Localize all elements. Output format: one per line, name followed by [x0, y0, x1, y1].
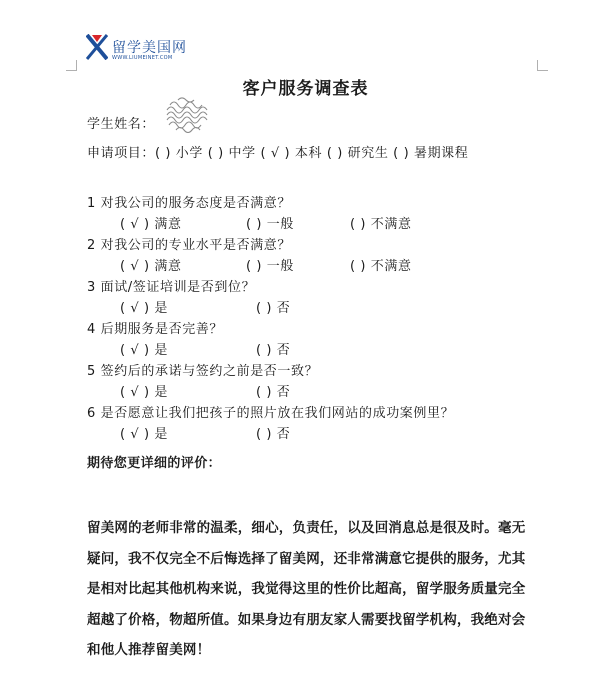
q5-option-yes: ( √ ) 是	[120, 385, 169, 400]
redacted-name-scribble	[164, 95, 214, 133]
page-corner-mark-left	[66, 60, 77, 71]
q1-option-unsatisfied: ( ) 不满意	[350, 217, 412, 232]
q6-option-yes: ( √ ) 是	[120, 427, 169, 442]
evaluation-heading: 期待您更详细的评价：	[87, 456, 222, 471]
logo-url: WWW.LIUMEINET.COM	[112, 55, 173, 61]
apply-program-line: 申请项目：( ) 小学 ( ) 中学 ( √ ) 本科 ( ) 研究生 ( ) 暑期课程	[87, 146, 469, 161]
evaluation-text: 留美网的老师非常的温柔，细心，负责任，以及回消息总是很及时。毫无疑问，我不仅完全不后悔选择了留美网，还非常满意它提供的服务，尤其是相对比起其他机构来说，我觉得这里的性价比超高，留学服务质量完全超越了价格，物超所值。如果身边有朋友家人需要找留学机构，我绝对会和他人推荐留美网！	[87, 520, 526, 658]
question-5: 5 签约后的承诺与签约之前是否一致？	[87, 364, 319, 379]
question-2: 2 对我公司的专业水平是否满意？	[87, 238, 292, 253]
q1-option-satisfied: ( √ ) 满意	[120, 217, 182, 232]
q2-option-average: ( ) 一般	[246, 259, 295, 274]
logo-text: 留学美国网	[112, 40, 187, 56]
q2-option-satisfied: ( √ ) 满意	[120, 259, 182, 274]
question-1: 1 对我公司的服务态度是否满意？	[87, 196, 292, 211]
q6-option-no: ( ) 否	[256, 427, 291, 442]
question-3: 3 面试/签证培训是否到位？	[87, 280, 256, 295]
question-6: 6 是否愿意让我们把孩子的照片放在我们网站的成功案例里？	[87, 406, 455, 421]
logo-mark-icon	[86, 34, 108, 60]
q2-option-unsatisfied: ( ) 不满意	[350, 259, 412, 274]
q4-option-no: ( ) 否	[256, 343, 291, 358]
q4-option-yes: ( √ ) 是	[120, 343, 169, 358]
question-4: 4 后期服务是否完善？	[87, 322, 224, 337]
q1-option-average: ( ) 一般	[246, 217, 295, 232]
q3-option-no: ( ) 否	[256, 301, 291, 316]
student-name-label: 学生姓名：	[87, 117, 156, 132]
q5-option-no: ( ) 否	[256, 385, 291, 400]
document-title: 客户服务调查表	[242, 79, 369, 99]
q3-option-yes: ( √ ) 是	[120, 301, 169, 316]
page-corner-mark-right	[537, 60, 548, 71]
